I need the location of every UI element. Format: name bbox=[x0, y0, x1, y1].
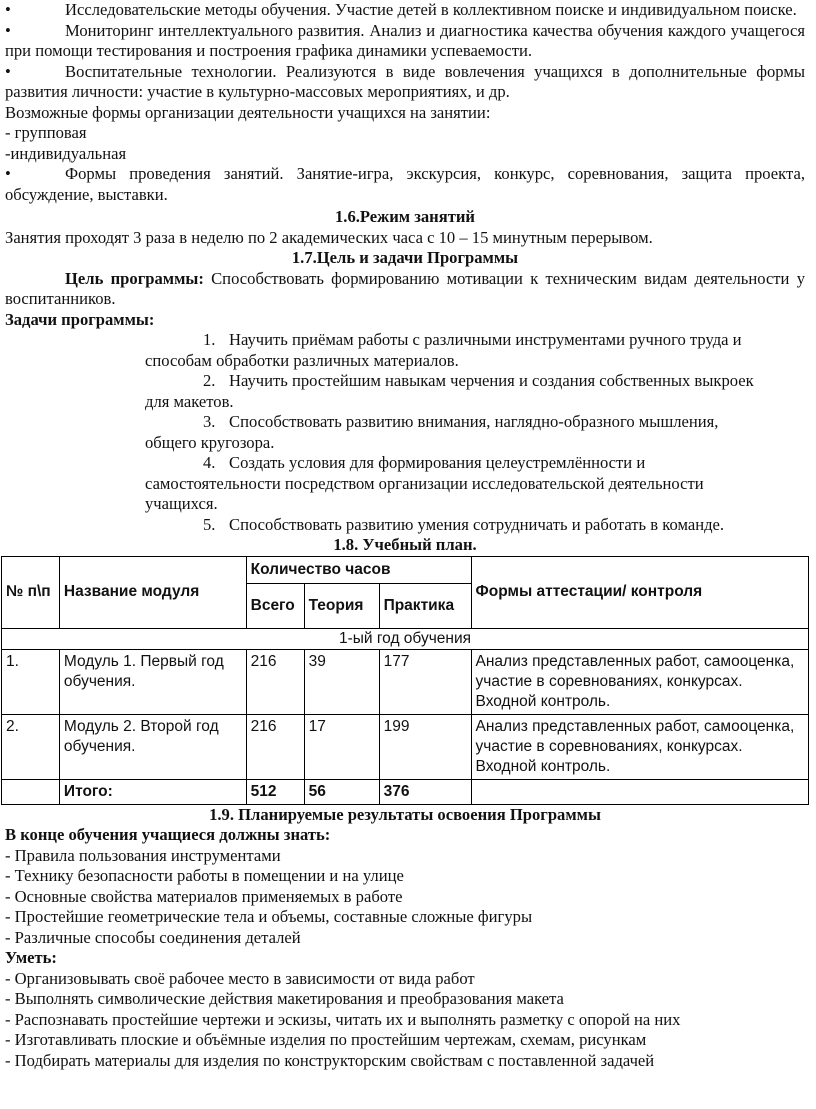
cell-module-name: Модуль 1. Первый год обучения. bbox=[59, 649, 246, 714]
list-item: - Организовывать своё рабочее место в зависимости от вида работ bbox=[5, 968, 475, 988]
bullet-text: Мониторинг интеллектуального развития. Анализ и диагностика качества обучения каждого учащегося при помощи тестирования и построения графика динамики успеваемости. bbox=[5, 20, 805, 60]
totals-practice: 376 bbox=[379, 779, 471, 804]
list-item bbox=[145, 453, 765, 515]
goal-paragraph bbox=[5, 269, 805, 310]
cell-module-name: Модуль 2. Второй год обучения. bbox=[59, 714, 246, 779]
cell-number: 1. bbox=[2, 649, 60, 714]
task-number: 3. bbox=[203, 412, 216, 431]
section-heading-results: 1.9. Планируемые результаты освоения Программы bbox=[209, 804, 601, 824]
list-item: - Технику безопасности работы в помещении и на улице bbox=[5, 866, 404, 885]
table-row bbox=[2, 649, 809, 714]
bullet-item-upbringing bbox=[5, 62, 805, 103]
section-heading-plan: 1.8. Учебный план. bbox=[333, 535, 477, 554]
bullet-item-monitoring bbox=[5, 21, 805, 62]
list-item: - Подбирать материалы для изделия по конструкторским свойствам с поставленной задачей bbox=[5, 1050, 655, 1070]
bullet-mark: • bbox=[5, 0, 11, 19]
goal-text: Способствовать формированию мотивации к техническим видам деятельности у воспитанников. bbox=[5, 268, 805, 308]
list-item: - Простейшие геометрические тела и объемы, составные сложные фигуры bbox=[5, 907, 533, 926]
document-page bbox=[5, 0, 805, 1071]
totals-label: Итого: bbox=[59, 779, 246, 804]
form-group: - групповая bbox=[5, 123, 87, 142]
task-text: Способствовать развитию внимания, наглядно-образного мышления, общего кругозора. bbox=[145, 412, 719, 452]
list-item bbox=[145, 371, 765, 412]
cell-theory: 17 bbox=[304, 714, 379, 779]
cell-practice: 199 bbox=[379, 714, 471, 779]
cell-total: 216 bbox=[246, 714, 304, 779]
bullet-mark: • bbox=[5, 61, 11, 81]
task-text: Создать условия для формирования целеустремлённости и самостоятельности посредством организации исследовательской деятельности учащихся. bbox=[145, 453, 704, 513]
cell-total: 216 bbox=[246, 649, 304, 714]
able-label: Уметь: bbox=[5, 948, 57, 967]
header-number: № п\п bbox=[2, 556, 60, 628]
bullet-mark: • bbox=[5, 164, 11, 183]
know-label: В конце обучения учащиеся должны знать: bbox=[5, 825, 331, 844]
table-year-row bbox=[2, 628, 809, 649]
totals-total: 512 bbox=[246, 779, 304, 804]
bullet-item-research bbox=[5, 0, 805, 21]
list-item: - Различные способы соединения деталей bbox=[5, 927, 301, 947]
section-heading-goals: 1.7.Цель и задачи Программы bbox=[291, 248, 519, 267]
list-item: - Выполнять символические действия макетирования и преобразования макета bbox=[5, 989, 564, 1008]
header-hours: Количество часов bbox=[246, 556, 471, 583]
cell-forms: Анализ представленных работ, самооценка, участие в соревнованиях, конкурсах. Входной контроль. bbox=[471, 714, 808, 779]
task-number: 4. bbox=[203, 453, 216, 472]
header-total: Всего bbox=[246, 583, 304, 628]
cell-theory: 39 bbox=[304, 649, 379, 714]
year-label: 1-ый год обучения bbox=[2, 628, 809, 649]
cell-number: 2. bbox=[2, 714, 60, 779]
tasks-list bbox=[5, 330, 805, 535]
table-row bbox=[2, 714, 809, 779]
list-item: - Основные свойства материалов применяемых в работе bbox=[5, 886, 403, 906]
curriculum-table bbox=[1, 556, 809, 805]
header-forms: Формы аттестации/ контроля bbox=[471, 556, 808, 628]
list-item: - Распознавать простейшие чертежи и эскизы, читать их и выполнять разметку с опорой на них bbox=[5, 1009, 681, 1029]
bullet-mark: • bbox=[5, 20, 11, 40]
table-header-row bbox=[2, 556, 809, 583]
cell-forms: Анализ представленных работ, самооценка, участие в соревнованиях, конкурсах. Входной контроль. bbox=[471, 649, 808, 714]
schedule-text: Занятия проходят 3 раза в неделю по 2 академических часа с 10 – 15 минутным перерывом. bbox=[5, 227, 653, 247]
header-theory: Теория bbox=[304, 583, 379, 628]
bullet-text: Формы проведения занятий. Занятие-игра, экскурсия, конкурс, соревнования, защита проекта, обсуждение, выставки. bbox=[5, 164, 805, 204]
task-number: 2. bbox=[203, 371, 216, 390]
list-item bbox=[145, 330, 765, 371]
list-item: - Правила пользования инструментами bbox=[5, 845, 281, 865]
list-item bbox=[145, 515, 765, 536]
table-totals-row bbox=[2, 779, 809, 804]
tasks-label: Задачи программы: bbox=[5, 309, 155, 329]
totals-theory: 56 bbox=[304, 779, 379, 804]
forms-intro: Возможные формы организации деятельности учащихся на занятии: bbox=[5, 102, 491, 122]
cell-empty bbox=[2, 779, 60, 804]
section-heading-schedule: 1.6.Режим занятий bbox=[335, 207, 475, 226]
task-number: 1. bbox=[203, 330, 216, 349]
header-practice: Практика bbox=[379, 583, 471, 628]
bullet-text: Воспитательные технологии. Реализуются в виде вовлечения учащихся в дополнительные формы развития личности: участие в культурно-массовых мероприятиях, и др. bbox=[5, 61, 805, 101]
bullet-text: Исследовательские методы обучения. Участие детей в коллективном поиске и индивидуальном поиске. bbox=[65, 0, 797, 19]
header-module-name: Название модуля bbox=[59, 556, 246, 628]
list-item: - Изготавливать плоские и объёмные изделия по простейшим чертежам, схемам, рисункам bbox=[5, 1030, 647, 1049]
cell-practice: 177 bbox=[379, 649, 471, 714]
bullet-item-forms bbox=[5, 164, 805, 205]
task-text: Научить простейшим навыкам черчения и создания собственных выкроек для макетов. bbox=[145, 371, 754, 411]
cell-empty bbox=[471, 779, 808, 804]
task-text: Научить приёмам работы с различными инструментами ручного труда и способам обработки различных материалов. bbox=[145, 330, 742, 370]
task-number: 5. bbox=[203, 514, 216, 534]
list-item bbox=[145, 412, 765, 453]
task-text: Способствовать развитию умения сотрудничать и работать в команде. bbox=[229, 514, 725, 534]
form-individual: -индивидуальная bbox=[5, 143, 127, 163]
goal-label: Цель программы: bbox=[65, 268, 204, 288]
